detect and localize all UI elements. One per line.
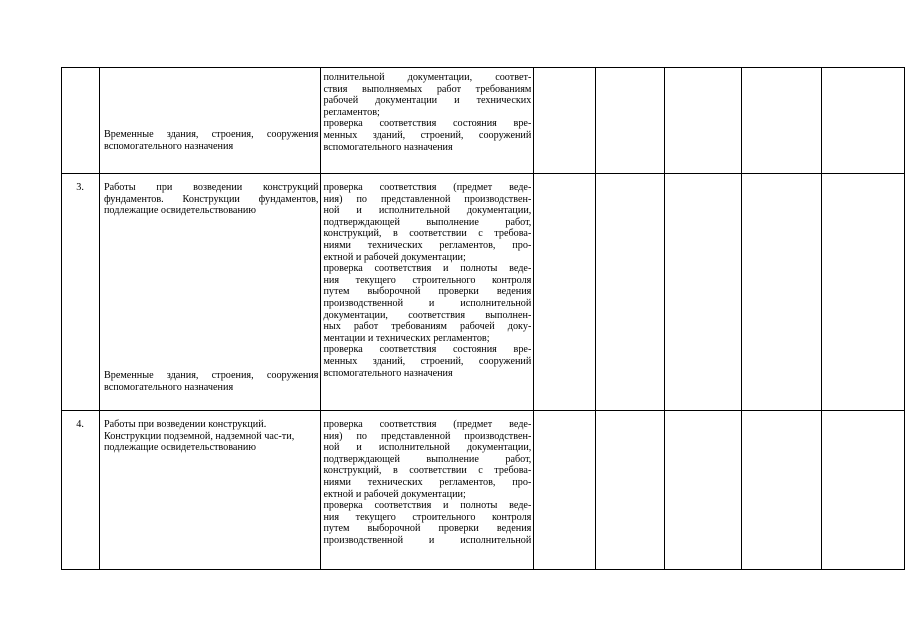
check-line: регламентов; <box>323 106 380 118</box>
empty-cell <box>822 411 905 570</box>
check-line: ной и исполнительной документации, <box>323 205 532 217</box>
row-number-cell <box>62 174 100 411</box>
check-text <box>321 411 533 547</box>
check-cell <box>321 174 534 411</box>
check-line: ния) по представленной производствен- <box>323 430 532 442</box>
check-line: проверка соответствия состояния вре- <box>323 344 532 356</box>
empty-cell <box>664 68 741 174</box>
check-cell <box>321 68 534 174</box>
check-line: путем выборочной проверки ведения <box>323 286 532 298</box>
empty-cell <box>822 68 905 174</box>
check-line: ния текущего строительного контроля <box>323 511 532 523</box>
check-line: ствия выполняемых работ требованиям <box>323 83 532 95</box>
row-number-cell <box>62 411 100 570</box>
check-line: менных зданий, строений, сооружений <box>323 129 532 141</box>
row-number-cell <box>62 68 100 174</box>
empty-cell <box>596 68 665 174</box>
row-number: 4. <box>76 419 84 430</box>
empty-cell <box>534 68 596 174</box>
empty-cell <box>741 174 822 411</box>
check-line: конструкций, в соответствии с требова- <box>323 465 532 477</box>
table-row <box>62 411 905 570</box>
check-line: проверка соответствия и полноты веде- <box>323 500 532 512</box>
check-line: ния) по представленной производствен- <box>323 193 532 205</box>
inspection-table <box>61 67 905 570</box>
check-line: рабочей документации и технических <box>323 95 532 107</box>
check-line: ния текущего строительного контроля <box>323 274 532 286</box>
check-line: ниями технических регламентов, про- <box>323 476 532 488</box>
empty-cell <box>596 411 665 570</box>
check-line: документации, соответствия выполнен- <box>323 309 532 321</box>
work-description: Работы при возведении конструкций. Конструкции подземной, надземной час-ти, подлежащие освидетельствованию <box>103 419 295 454</box>
check-line: производственной и исполнительной <box>323 297 532 309</box>
check-text <box>321 174 533 379</box>
temporary-buildings-text: Временные здания, строения, сооружения вспомогательного назначения <box>103 129 319 152</box>
check-line: производственной и исполнительной <box>323 534 532 546</box>
check-line: проверка соответствия и полноты веде- <box>323 263 532 275</box>
check-line: подтверждающей выполнение работ, <box>323 453 532 465</box>
temporary-buildings-text: Временные здания, строения, сооружения вспомогательного назначения <box>103 370 319 393</box>
empty-cell <box>596 174 665 411</box>
check-cell <box>321 411 534 570</box>
table-row <box>62 174 905 411</box>
check-text <box>321 68 533 153</box>
check-line: ной и исполнительной документации, <box>323 442 532 454</box>
row-number: 3. <box>76 182 84 193</box>
check-line: проверка соответствия (предмет веде- <box>323 182 532 193</box>
check-line: ектной и рабочей документации; <box>323 488 466 500</box>
empty-cell <box>822 174 905 411</box>
check-line: менных зданий, строений, сооружений <box>323 355 532 367</box>
check-line: подтверждающей выполнение работ, <box>323 216 532 228</box>
empty-cell <box>741 411 822 570</box>
check-line: вспомогательного назначения <box>323 367 453 379</box>
empty-cell <box>534 174 596 411</box>
check-line: вспомогательного назначения <box>323 141 453 153</box>
check-line: проверка соответствия (предмет веде- <box>323 419 532 430</box>
empty-cell <box>664 411 741 570</box>
empty-cell <box>741 68 822 174</box>
check-line: ектной и рабочей документации; <box>323 251 466 263</box>
check-line: путем выборочной проверки ведения <box>323 523 532 535</box>
check-line: ниями технических регламентов, про- <box>323 239 532 251</box>
work-cell <box>99 411 321 570</box>
row-number <box>84 68 99 76</box>
work-description: Работы при возведении конструкций фундаментов. Конструкции фундаментов, подлежащие освидетельствованию <box>103 182 319 217</box>
work-cell <box>99 68 321 174</box>
check-line: ных работ требованиям рабочей доку- <box>323 321 532 333</box>
check-line: конструкций, в соответствии с требова- <box>323 228 532 240</box>
check-line: ментации и технических регламентов; <box>323 332 490 344</box>
check-line: полнительной документации, соответ- <box>323 72 532 83</box>
empty-cell <box>534 411 596 570</box>
check-line: проверка соответствия состояния вре- <box>323 118 532 130</box>
empty-cell <box>664 174 741 411</box>
work-cell <box>99 174 321 411</box>
table-row <box>62 68 905 174</box>
